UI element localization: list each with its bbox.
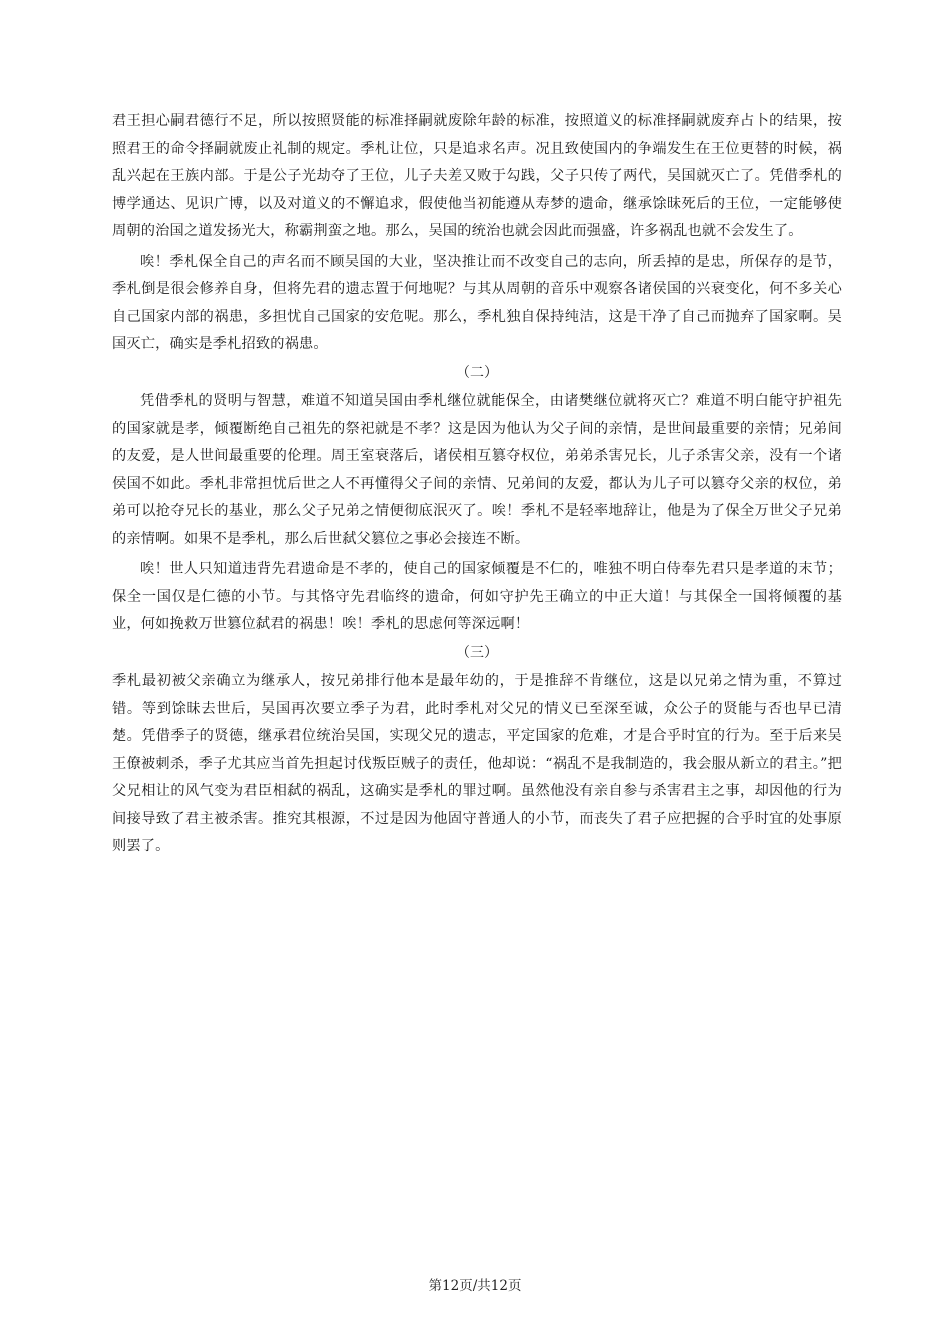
paragraph-3: 凭借季札的贤明与智慧，难道不知道吴国由季札继位就能保全，由诸樊继位就将灭亡？难道不明白能守护祖先的国家就是孝，倾覆断绝自己祖先的祭祀就是不孝？这是因为他认为父子间的亲情，是世间最重要的亲情；兄弟间的友爱，是人世间最重要的伦理。周王室衰落后，诸侯相互篡夺权位，弟弟杀害兄长，儿子杀害父亲，没有一个诸侯国不如此。季札非常担忧后世之人不再懂得父子间的亲情、兄弟间的友爱，都认为儿子可以篡夺父亲的权位，弟弟可以抢夺兄长的基业，那么父子兄弟之情便彻底泯灭了。唉！季札不是轻率地辞让，他是为了保全万世父子兄弟的亲情啊。如果不是季札，那么后世弑父篡位之事必会接连不断。 [112,393,842,547]
section-heading-2: （二） [456,364,498,381]
section-heading-3: （三） [456,644,498,661]
page-footer: 第12页/共12页 [428,1278,522,1294]
paragraph-1: 君王担心嗣君德行不足，所以按照贤能的标准择嗣就废除年龄的标准，按照道义的标准择嗣就废弃占卜的结果，按照君王的命令择嗣就废止礼制的规定。季札让位，只是追求名声。况且致使国内的争端发生在王位更替的时候，祸乱兴起在王族内部。于是公子光劫夺了王位，儿子夫差又败于勾践，父子只传了两代，吴国就灭亡了。凭借季札的博学通达、见识广博，以及对道义的不懈追求，假使他当初能遵从寿梦的遗命，继承馀昧死后的王位，一定能够使周朝的治国之道发扬光大，称霸荆蛮之地。那么，吴国的统治也就会因此而强盛，许多祸乱也就不会发生了。 [112,113,842,239]
paragraph-4: 唉！世人只知道违背先君遗命是不孝的，使自己的国家倾覆是不仁的，唯独不明白侍奉先君只是孝道的末节；保全一国仅是仁德的小节。与其恪守先君临终的遗命，何如守护先王确立的中正大道！与其保全一国将倾覆的基业，何如挽救万世篡位弑君的祸患！唉！季札的思虑何等深远啊！ [112,561,842,632]
paragraph-5: 季札最初被父亲确立为继承人，按兄弟排行他本是最年幼的，于是推辞不肯继位，这是以兄弟之情为重，不算过错。等到馀昧去世后，吴国再次要立季子为君，此时季札对父兄的情义已至深至诚，众公子的贤能与否也早已清楚。凭借季子的贤德，继承君位统治吴国，实现父兄的遗志，平定国家的危难，才是合乎时宜的行为。至于后来吴王僚被刺杀，季子尤其应当首先担起讨伐叛臣贼子的责任，他却说：“祸乱不是我制造的，我会服从新立的君主。”把父兄相让的风气变为君臣相弑的祸乱，这确实是季札的罪过啊。虽然他没有亲自参与杀害君主之事，却因他的行为间接导致了君主被杀害。推究其根源，不过是因为他固守普通人的小节，而丧失了君子应把握的合乎时宜的处事原则罢了。 [112,673,842,854]
paragraph-2: 唉！季札保全自己的声名而不顾吴国的大业，坚决推让而不改变自己的志向，所丢掉的是忠，所保存的是节，季札倒是很会修养自身，但将先君的遗志置于何地呢？与其从周朝的音乐中观察各诸侯国的兴衰变化，何不多关心自己国家内部的祸患，多担忧自己国家的安危呢。那么，季札独自保持纯洁，这是干净了自己而抛弃了国家啊。吴国灭亡，确实是季札招致的祸患。 [112,253,842,352]
document-body [112,108,842,861]
